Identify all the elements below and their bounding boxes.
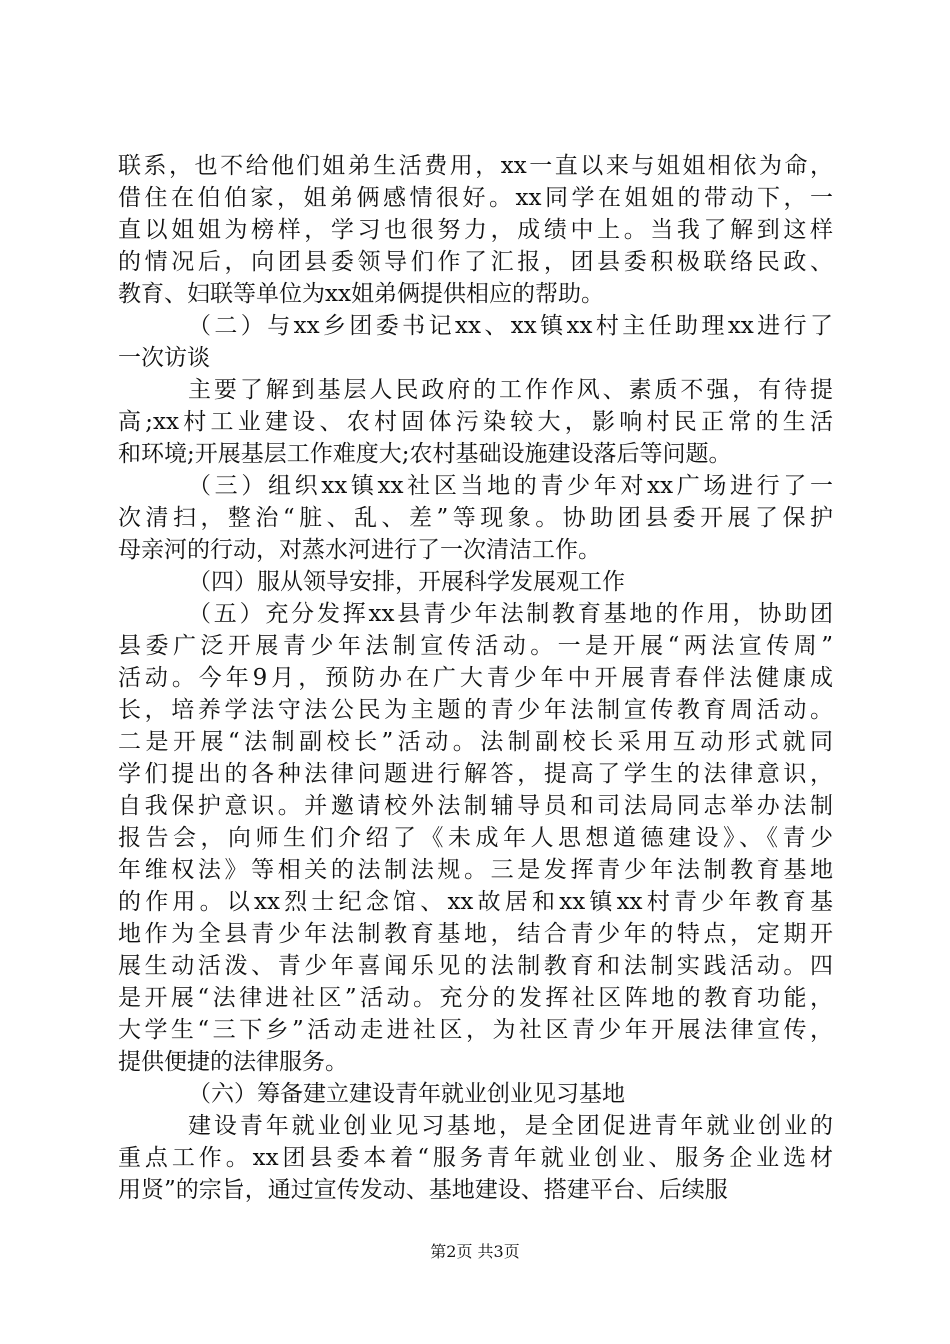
paragraph: [118, 1110, 833, 1206]
text-line: 二是开展“法制副校长”活动。法制副校长采用互动形式就同: [118, 729, 833, 755]
text-line: 年维权法》等相关的法制法规。三是发挥青少年法制教育基地: [118, 857, 833, 883]
text-line: 自我保护意识。并邀请校外法制辅导员和司法局同志举办法制: [118, 793, 833, 819]
text-line: 联系，也不给他们姐弟生活费用，xx一直以来与姐姐相依为命，: [118, 153, 833, 179]
text-line: 重点工作。xx团县委本着“服务青年就业创业、服务企业选材: [118, 1145, 833, 1171]
paragraph: [118, 566, 833, 598]
text-line: 是开展“法律进社区”活动。充分的发挥社区阵地的教育功能，: [118, 985, 833, 1011]
text-line: 展生动活泼、青少年喜闻乐见的法制教育和法制实践活动。四: [118, 953, 833, 979]
paragraph: [118, 470, 833, 566]
text-line: （二）与xx乡团委书记xx、xx镇xx村主任助理xx进行了: [188, 313, 833, 339]
text-line: 建设青年就业创业见习基地，是全团促进青年就业创业的: [188, 1113, 833, 1139]
text-line: 和环境;开展基层工作难度大;农村基础设施建设落后等问题。: [118, 441, 732, 467]
text-line: 活动。今年9月，预防办在广大青少年中开展青春伴法健康成: [118, 665, 833, 691]
text-line: 提供便捷的法律服务。: [118, 1049, 348, 1075]
paragraph: [118, 374, 833, 470]
text-line: 主要了解到基层人民政府的工作作风、素质不强，有待提: [188, 377, 833, 403]
text-line: 大学生“三下乡”活动走进社区，为社区青少年开展法律宣传，: [118, 1017, 833, 1043]
text-line: 母亲河的行动，对蒸水河进行了一次清洁工作。: [118, 537, 601, 563]
document-body: [118, 150, 833, 1206]
text-line: 地作为全县青少年法制教育基地，结合青少年的特点，定期开: [118, 921, 833, 947]
text-line: 教育、妇联等单位为xx姐弟俩提供相应的帮助。: [118, 281, 604, 307]
paragraph: [118, 598, 833, 1078]
text-line: 一次访谈: [118, 345, 210, 371]
paragraph: [118, 1078, 833, 1110]
text-line: 县委广泛开展青少年法制宣传活动。一是开展“两法宣传周”: [118, 633, 833, 659]
text-line: 的作用。以xx烈士纪念馆、xx故居和xx镇xx村青少年教育基: [118, 889, 833, 915]
text-line: 直以姐姐为榜样，学习也很努力，成绩中上。当我了解到这样: [118, 217, 833, 243]
text-line: （五）充分发挥xx县青少年法制教育基地的作用，协助团: [188, 601, 833, 627]
text-line: 长，培养学法守法公民为主题的青少年法制宣传教育周活动。: [118, 697, 833, 723]
paragraph: [118, 310, 833, 374]
paragraph: [118, 150, 833, 310]
text-line: 报告会，向师生们介绍了《未成年人思想道德建设》、《青少: [118, 825, 833, 851]
text-line: 用贤”的宗旨，通过宣传发动、基地建设、搭建平台、后续服: [118, 1177, 728, 1203]
text-line: （四）服从领导安排，开展科学发展观工作: [188, 569, 625, 595]
text-line: （三）组织xx镇xx社区当地的青少年对xx广场进行了一: [188, 473, 833, 499]
page-footer: 第2页 共3页: [430, 1242, 520, 1261]
text-line: （六）筹备建立建设青年就业创业见习基地: [188, 1081, 625, 1107]
text-line: 学们提出的各种法律问题进行解答，提高了学生的法律意识，: [118, 761, 833, 787]
text-line: 借住在伯伯家，姐弟俩感情很好。xx同学在姐姐的带动下，一: [118, 185, 833, 211]
text-line: 高;xx村工业建设、农村固体污染较大，影响村民正常的生活: [118, 409, 833, 435]
text-line: 次清扫，整治“脏、乱、差”等现象。协助团县委开展了保护: [118, 505, 833, 531]
text-line: 的情况后，向团县委领导们作了汇报，团县委积极联络民政、: [118, 249, 833, 275]
